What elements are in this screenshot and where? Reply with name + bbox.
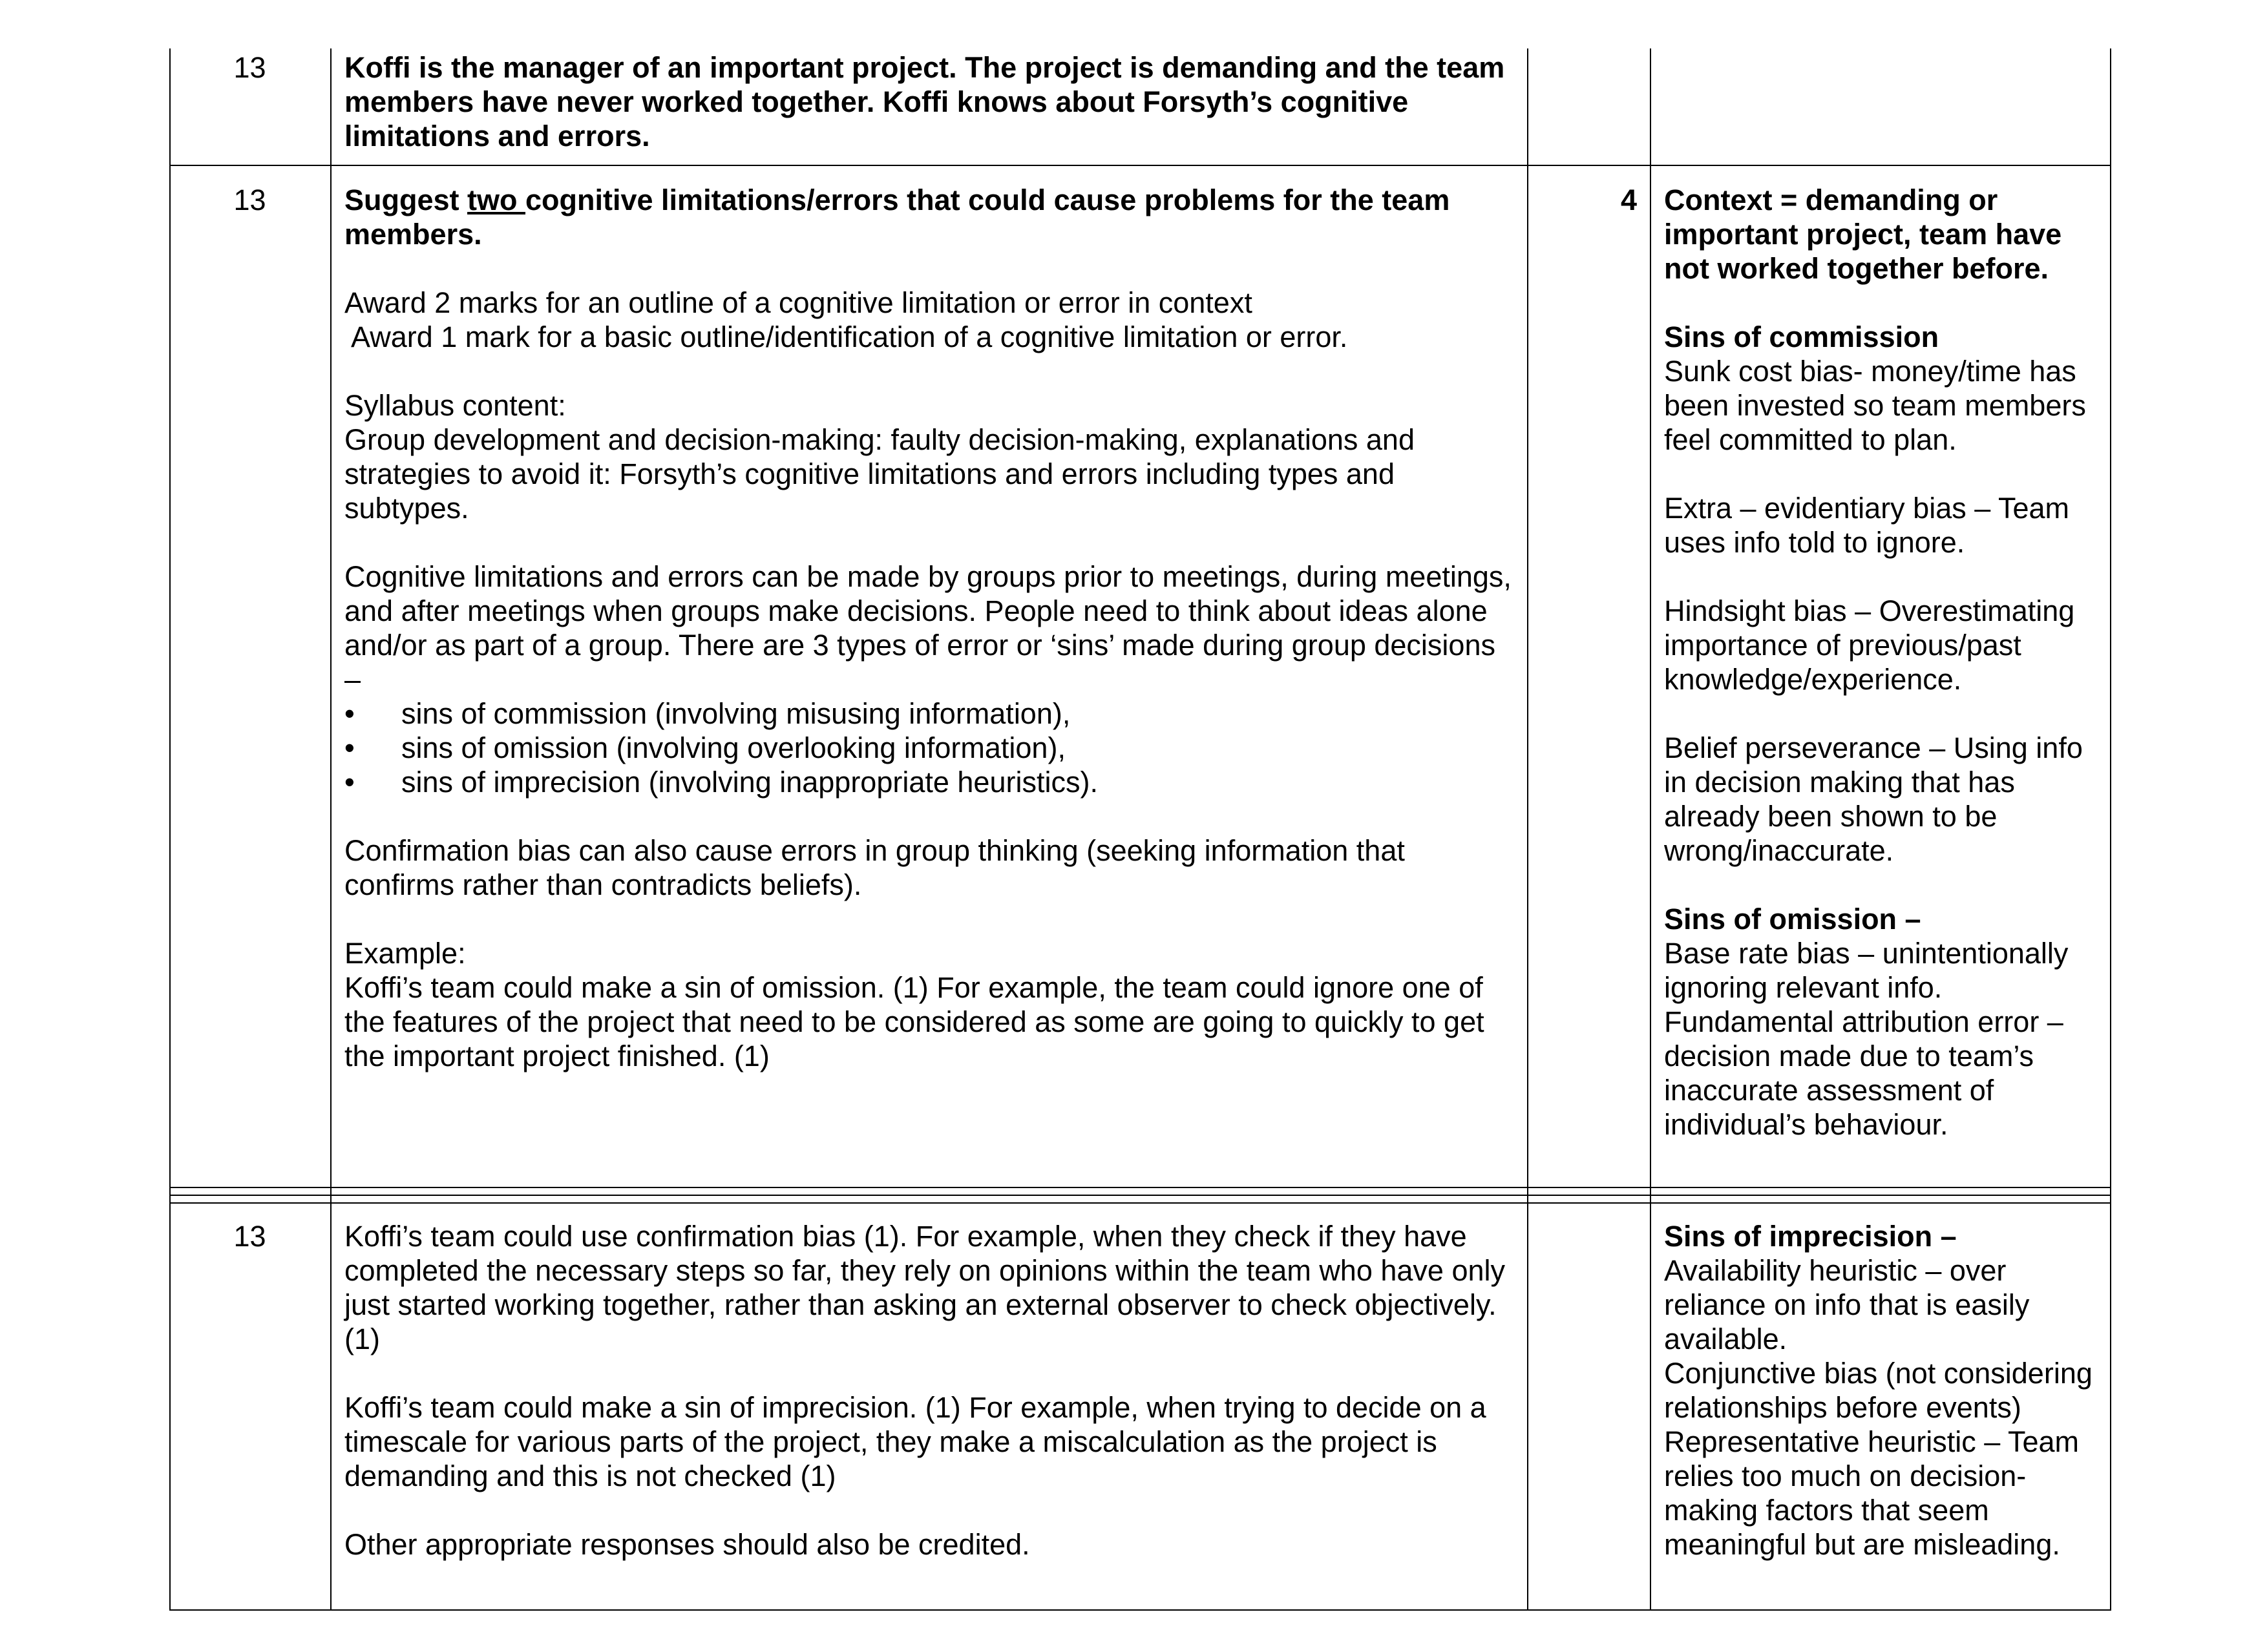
imprecision-example: Koffi’s team could make a sin of imprecision. (1) For example, when trying to decide on a timescale for various parts of the project, they make a miscalculation as the project is demanding and this is not checked (1) (344, 1391, 1486, 1492)
prompt-text: Suggest (344, 183, 468, 216)
award-2-marks: Award 2 marks for an outline of a cognitive limitation or error in context (344, 286, 1252, 319)
imprecision-heading: Sins of imprecision – (1664, 1220, 1957, 1253)
base-rate-bias: Base rate bias – unintentionally ignoring relevant info. (1664, 937, 2069, 1004)
question-number: 13 (233, 183, 266, 216)
list-item-text: sins of imprecision (involving inappropriate heuristics). (401, 766, 1098, 799)
commission-heading: Sins of commission (1664, 320, 1939, 353)
bullet-icon: • (344, 731, 355, 764)
column-divider-1 (330, 48, 332, 1611)
syllabus-heading: Syllabus content: (344, 389, 566, 422)
representative-heuristic: Representative heuristic – Team relies too much on decision-making factors that seem meaningful but are misleading. (1664, 1425, 2079, 1561)
example-heading: Example: (344, 937, 466, 970)
bullet-icon: • (344, 766, 355, 799)
prompt-text: cognitive limitations/errors that could cause problems for the team members. (344, 183, 1450, 251)
answer-guidance-column (344, 1219, 1517, 1562)
list-item (344, 765, 1517, 799)
omission-heading: Sins of omission – (1664, 903, 1921, 936)
belief-perseverance: Belief perseverance – Using info in decision making that has already been shown to be wrong/inaccurate. (1664, 731, 2083, 867)
additional-guidance-column (1664, 1219, 2104, 1562)
intro-paragraph: Cognitive limitations and errors can be made by groups prior to meetings, during meetings, and after meetings when groups make decisions. People need to think about ideas alone and/or as part of a group. There are 3 types of error or ‘sins’ made during group decisions – (344, 560, 1512, 696)
table-border-right (2110, 48, 2111, 1611)
list-item-text: sins of omission (involving overlooking information), (401, 731, 1066, 764)
question-prompt (344, 183, 1517, 251)
fundamental-attribution-error: Fundamental attribution error – decision made due to team’s inaccurate assessment of individual’s behaviour. (1664, 1005, 2063, 1141)
syllabus-text: Group development and decision-making: faulty decision-making, explanations and strategies to avoid it: Forsyth’s cognitive limitations and errors including types and subtypes. (344, 423, 1415, 525)
list-item (344, 731, 1517, 765)
row-divider-2b (169, 1195, 2111, 1196)
row-divider-2a (169, 1187, 2111, 1188)
answer-guidance-column (344, 183, 1517, 1073)
question-number: 13 (233, 1220, 266, 1253)
prompt-underlined-word: two (467, 183, 526, 216)
marks-value: 4 (1620, 183, 1637, 216)
confirmation-bias-note: Confirmation bias can also cause errors in group thinking (seeking information that confirms rather than contradicts beliefs). (344, 834, 1405, 901)
table-border-bottom (169, 1609, 2111, 1611)
award-1-mark: Award 1 mark for a basic outline/identification of a cognitive limitation or error. (344, 320, 1348, 353)
extra-evidentiary-bias: Extra – evidentiary bias – Team uses info told to ignore. (1664, 492, 2069, 559)
sunk-cost-bias: Sunk cost bias- money/time has been invested so team members feel committed to plan. (1664, 355, 2086, 456)
question-number: 13 (233, 51, 266, 84)
column-divider-3 (1650, 48, 1651, 1611)
question-stem: Koffi is the manager of an important project. The project is demanding and the team members have never worked together. Koffi knows about Forsyth’s cognitive limitations and errors. (344, 51, 1505, 152)
row-divider-1 (169, 165, 2111, 166)
list-item (344, 696, 1517, 731)
list-item-text: sins of commission (involving misusing information), (401, 697, 1071, 730)
other-responses-note: Other appropriate responses should also be credited. (344, 1528, 1030, 1561)
availability-heuristic: Availability heuristic – over reliance on info that is easily available. (1664, 1254, 2030, 1355)
column-divider-2 (1527, 48, 1528, 1611)
row-divider-2c (169, 1202, 2111, 1204)
bullet-icon: • (344, 697, 355, 730)
additional-guidance-column (1664, 183, 2104, 1142)
confirmation-bias-example: Koffi’s team could use confirmation bias (1). For example, when they check if they have completed the necessary steps so far, they rely on opinions within the team who have only just started working together, rather than asking an external observer to check objectively. (1) (344, 1220, 1506, 1355)
hindsight-bias: Hindsight bias – Overestimating importance of previous/past knowledge/experience. (1664, 594, 2075, 696)
context-note: Context = demanding or important project, team have not worked together before. (1664, 183, 2062, 285)
table-border-left (169, 48, 171, 1611)
example-text: Koffi’s team could make a sin of omission. (1) For example, the team could ignore one of the features of the project that need to be considered as some are going to quickly to get the important project finished. (1) (344, 971, 1484, 1072)
conjunctive-bias: Conjunctive bias (not considering relationships before events) (1664, 1357, 2093, 1424)
